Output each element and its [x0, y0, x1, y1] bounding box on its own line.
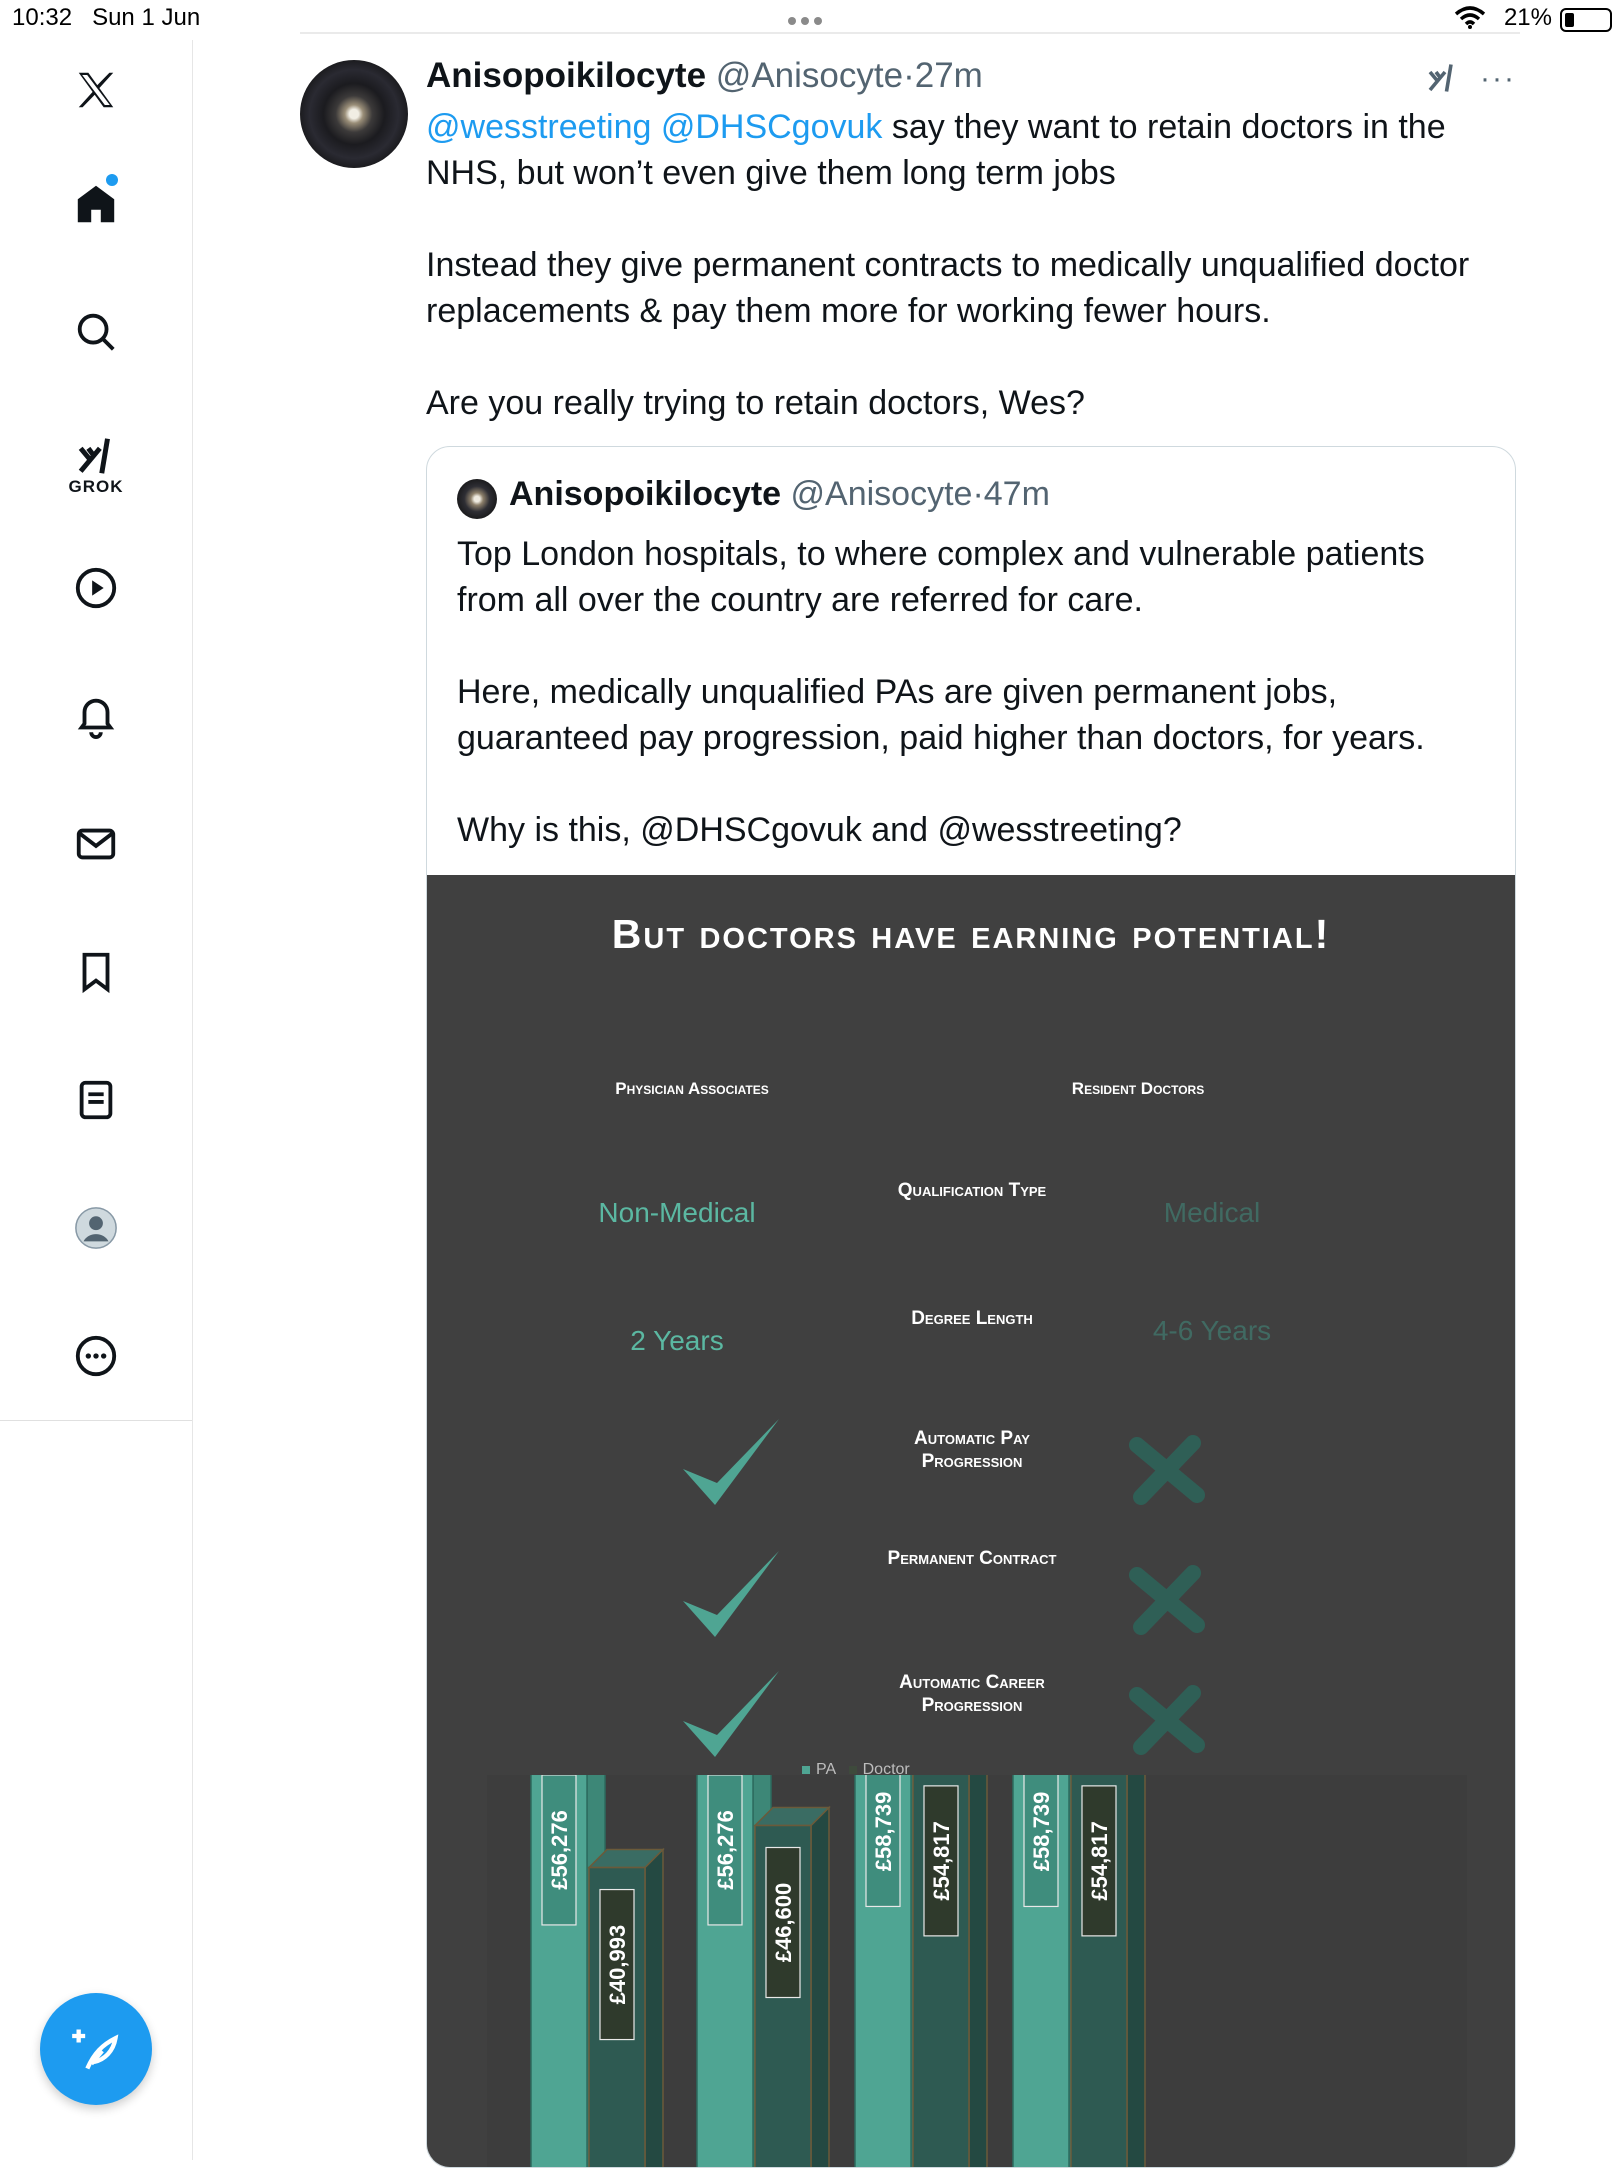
- chart-legend: [802, 1761, 910, 1779]
- post-time[interactable]: 27m: [915, 56, 983, 95]
- author-name[interactable]: Anisopoikilocyte: [426, 56, 706, 95]
- quoted-post[interactable]: [426, 446, 1516, 2168]
- salary-chart-area: [487, 1775, 1467, 2168]
- grok-explain-icon[interactable]: [1424, 58, 1460, 98]
- bar-doctor-1: [589, 1850, 663, 2168]
- doctor-pay-progression-cross-icon: [1127, 1435, 1207, 1505]
- post-header: Anisopoikilocyte @Anisocyte·27m: [426, 56, 983, 96]
- sidebar-divider: [0, 1420, 192, 1421]
- search-icon[interactable]: [60, 296, 132, 368]
- quoted-post-text: Top London hospitals, to where complex and vulnerable patients from all over the country are referred for care. Here, medically unqualified PAs are given permanent jobs, guaranteed pay progression, paid higher than doctors, for years. Why is this, @DHSCgovuk and @wesstreeting?: [457, 531, 1487, 899]
- status-time: 10:32 Sun 1 Jun: [12, 4, 200, 32]
- quoted-post-header: Anisopoikilocyte @Anisocyte·47m: [509, 475, 1050, 514]
- pa-column-header: Physician Associates: [607, 1079, 777, 1099]
- feather-plus-icon: [70, 2023, 122, 2075]
- grok-label: GROK: [62, 477, 130, 497]
- legend-swatch-pa: [802, 1766, 810, 1774]
- bookmarks-icon[interactable]: [60, 936, 132, 1008]
- doctor-career-progression-cross-icon: [1127, 1685, 1207, 1755]
- post-text: @wesstreeting @DHSCgovuk say they want to retain doctors in the NHS, but won’t even give them long term jobs Instead they give permanent contracts to medically unqualified doctor replacements & pay them more for working fewer hours. Are you really trying to retain doctors, Wes?: [426, 104, 1506, 472]
- more-icon[interactable]: [60, 1320, 132, 1392]
- infographic-image[interactable]: [427, 875, 1515, 2168]
- legend-swatch-doctor: [849, 1766, 857, 1774]
- pa-permanent-contract-check-icon: [677, 1545, 787, 1645]
- bar-doctor-2: [755, 1808, 829, 2168]
- battery-percent: 21%: [1504, 4, 1552, 32]
- legend-label-pa: PA: [816, 1761, 835, 1778]
- profile-icon[interactable]: [60, 1192, 132, 1264]
- bar-value-label-doctor-3: £54,817: [929, 1821, 954, 1901]
- quoted-author-avatar: [457, 479, 497, 519]
- author-avatar[interactable]: [300, 60, 408, 168]
- bar-value-label-doctor-4: £54,817: [1087, 1821, 1112, 1901]
- quoted-post-time: 47m: [984, 475, 1050, 513]
- row-label-pay-progression: Automatic Pay Progression: [867, 1427, 1077, 1473]
- row-label-career-progression: Automatic Career Progression: [867, 1671, 1077, 1717]
- notifications-icon[interactable]: [60, 680, 132, 752]
- bar-value-label-doctor-2: £46,600: [771, 1883, 796, 1963]
- lists-icon[interactable]: [60, 1064, 132, 1136]
- top-divider: [300, 32, 1520, 34]
- legend-label-doctor: Doctor: [863, 1761, 910, 1778]
- sidebar: [0, 40, 193, 2160]
- doctor-permanent-contract-cross-icon: [1127, 1565, 1207, 1635]
- video-icon[interactable]: [60, 552, 132, 624]
- mentions[interactable]: @wesstreeting @DHSCgovuk: [426, 108, 882, 146]
- salary-bar-chart: [487, 1775, 1467, 2168]
- post-more-button[interactable]: ···: [1480, 62, 1516, 96]
- bar-value-label-pa-3: £58,739: [871, 1792, 896, 1872]
- wifi-icon: [1454, 6, 1486, 30]
- pa-degree-length-value: 2 Years: [547, 1325, 807, 1357]
- bar-value-label-pa-2: £56,276: [713, 1810, 738, 1890]
- x-logo-icon[interactable]: [60, 54, 132, 126]
- quoted-author-name: Anisopoikilocyte: [509, 475, 781, 513]
- status-bar: [0, 0, 1620, 40]
- row-label-permanent-contract: Permanent Contract: [867, 1547, 1077, 1570]
- author-handle[interactable]: @Anisocyte: [716, 56, 903, 95]
- bar-value-label-pa-4: £58,739: [1029, 1792, 1054, 1872]
- doctor-qualification-value: Medical: [1097, 1197, 1327, 1229]
- multitasking-dots[interactable]: [788, 12, 827, 30]
- pa-qualification-value: Non-Medical: [547, 1197, 807, 1229]
- row-label-qualification: Qualification Type: [867, 1179, 1077, 1202]
- quoted-author-handle: @Anisocyte: [791, 475, 973, 513]
- row-label-degree-length: Degree Length: [867, 1307, 1077, 1330]
- home-icon[interactable]: [60, 168, 132, 240]
- infographic-title: But doctors have earning potential!: [427, 911, 1515, 958]
- bar-value-label-doctor-1: £40,993: [605, 1925, 630, 2005]
- pa-career-progression-check-icon: [677, 1665, 787, 1765]
- pa-pay-progression-check-icon: [677, 1413, 787, 1513]
- doctor-column-header: Resident Doctors: [1053, 1079, 1223, 1099]
- messages-icon[interactable]: [60, 808, 132, 880]
- doctor-degree-length-value: 4-6 Years: [1097, 1315, 1327, 1347]
- bar-value-label-pa-1: £56,276: [547, 1810, 572, 1890]
- battery-icon: [1560, 8, 1612, 32]
- home-notification-dot: [106, 174, 118, 186]
- compose-button[interactable]: [40, 1993, 152, 2105]
